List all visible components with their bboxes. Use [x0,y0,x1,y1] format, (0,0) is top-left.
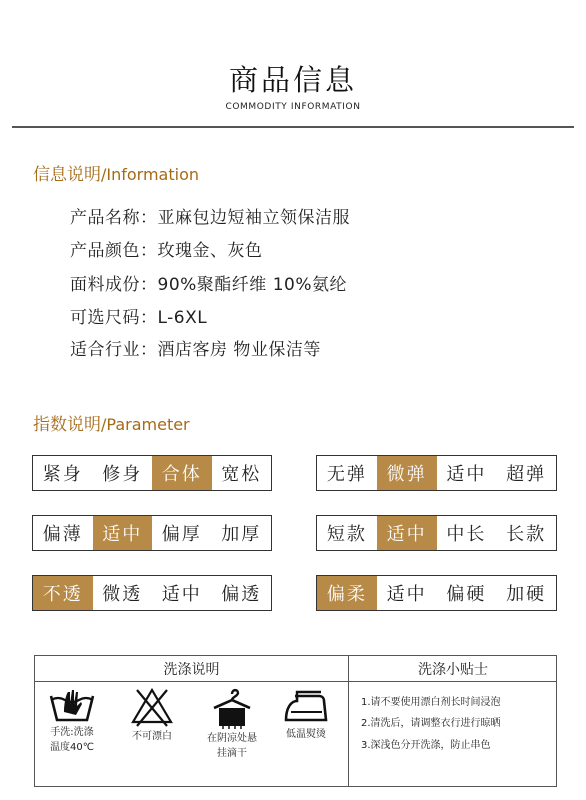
param-option-selected: 微弹 [377,456,437,490]
care-caption: 低温熨烫 [286,729,326,740]
info-value: 90%聚酯纤维 10%氨纶 [157,275,347,295]
info-label: 适合行业： [70,340,158,360]
param-option: 紧身 [42,464,83,485]
care-item-low-iron [271,686,341,741]
info-value: 亚麻包边短袖立领保洁服 [157,208,350,228]
param-fit-scale [32,455,272,491]
header-divider [12,126,574,128]
param-heading-zh: 指数说明 [33,415,101,435]
param-option-selected: 适中 [377,516,437,550]
param-option: 偏厚 [161,524,202,545]
param-softness-scale [316,575,557,611]
info-value: L-6XL [157,308,208,328]
care-divider-horizontal [35,681,556,682]
param-option: 加厚 [221,524,262,545]
care-tip: 1.请不要使用漂白剂长时间浸泡 [361,697,501,708]
care-caption: 在阴凉处悬 [207,733,257,744]
care-caption: 挂滴干 [217,748,247,759]
drip-dry-shade-icon [209,686,255,730]
info-value: 玫瑰金、灰色 [157,241,263,261]
care-caption: 温度40℃ [50,742,94,753]
param-option: 适中 [161,584,202,605]
param-option: 宽松 [221,464,262,485]
care-tip: 3.深浅色分开洗涤，防止串色 [361,740,491,751]
param-option: 适中 [446,464,487,485]
page-title: 商品信息 [228,63,357,97]
info-label: 面料成份： [70,275,158,295]
param-option: 微透 [102,584,143,605]
param-option: 偏薄 [42,524,83,545]
info-label: 产品名称： [70,208,158,228]
page-subtitle: COMMODITY INFORMATION [225,102,361,112]
hand-wash-icon [49,686,95,724]
care-caption: 不可漂白 [132,731,172,742]
low-iron-icon [283,686,329,726]
param-option: 长款 [506,524,547,545]
care-tip: 2.清洗后，请调整衣行进行晾晒 [361,718,501,729]
param-thickness-scale [32,515,272,551]
info-row-size [70,303,207,328]
no-bleach-icon [129,686,175,728]
param-option: 无弹 [326,464,367,485]
tips-heading: 洗涤小贴士 [418,661,488,678]
care-item-no-bleach [117,686,187,743]
info-heading [33,160,199,185]
param-option: 中长 [446,524,487,545]
info-row-industry [70,335,321,360]
param-heading-en: /Parameter [101,415,190,434]
param-option-selected: 合体 [152,456,212,490]
info-row-color [70,236,263,261]
param-option: 偏硬 [446,584,487,605]
info-label: 产品颜色： [70,241,158,261]
info-heading-en: /Information [101,165,200,184]
param-length-scale [316,515,557,551]
info-row-name [70,203,350,228]
param-option-selected: 不透 [33,576,93,610]
param-option: 适中 [386,584,427,605]
care-item-drip-dry [197,686,267,760]
param-option: 加硬 [506,584,547,605]
info-value: 酒店客房 物业保洁等 [157,340,321,360]
info-row-fabric [70,270,347,295]
care-table [34,655,557,787]
param-sheerness-scale [32,575,272,611]
param-heading [33,410,190,435]
wash-heading: 洗涤说明 [163,661,220,678]
care-caption: 手洗:洗涤 [50,727,94,738]
care-item-hand-wash [37,686,107,754]
param-stretch-scale [316,455,557,491]
info-heading-zh: 信息说明 [33,165,101,185]
info-label: 可选尺码： [70,308,158,328]
param-option: 偏透 [221,584,262,605]
param-option: 短款 [326,524,367,545]
param-option: 超弹 [506,464,547,485]
param-option: 修身 [102,464,143,485]
param-option-selected: 偏柔 [317,576,377,610]
param-option-selected: 适中 [93,516,153,550]
